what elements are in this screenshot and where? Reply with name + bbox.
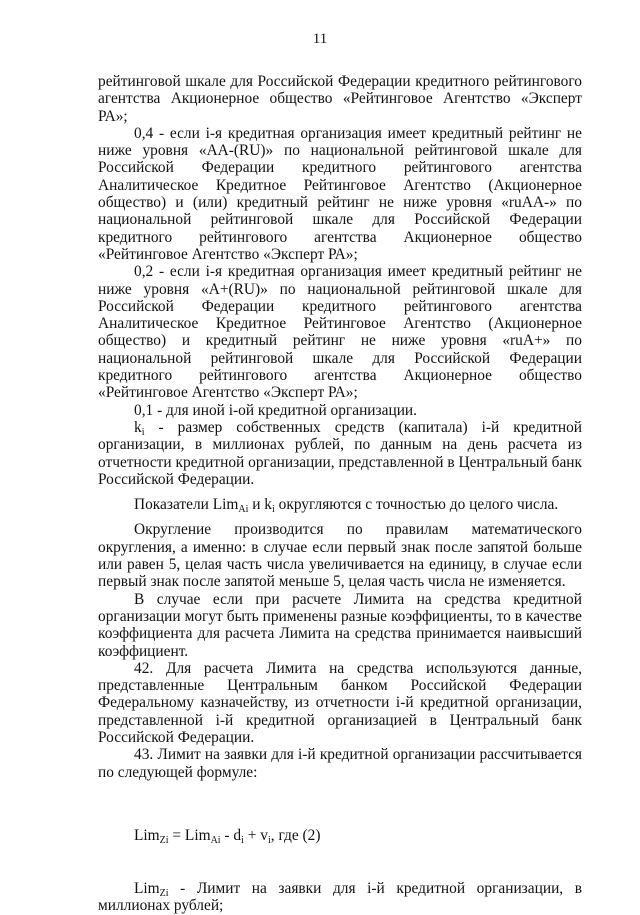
ki-definition-text: - размер собственных средств (капитала) i-й кредитной организации, в миллионах рублей, по данным на день расчета из отчетности кредитной организации, представленной в Центральный банк Российской Федерации.	[98, 418, 582, 488]
page-number: 11	[312, 31, 328, 47]
formula-plus: + v	[243, 826, 268, 844]
rounding-prefix: Показатели Lim	[134, 496, 239, 514]
paragraph-rating-scale-end: рейтинговой шкале для Российской Федерации кредитного рейтингового агентства Акционерное общество «Рейтинговое Агентство «Эксперт РА»;	[98, 73, 582, 125]
formula-minus: - d	[220, 826, 242, 844]
paragraph-item-42: 42. Для расчета Лимита на средства используются данные, представленные Центральным банком Российской Федерации Федеральному казначейству, из отчетности i-й кредитной организации, представленной i-й кредитной организацией в Центральный банк Российской Федерации.	[98, 659, 582, 746]
rounding-sub-i: i	[272, 504, 275, 516]
paragraph-coefficient-0-2: 0,2 - если i-я кредитная организация имеет кредитный рейтинг не ниже уровня «A+(RU)» по национальной рейтинговой шкале для Российской Федерации кредитного рейтингового агентства Аналитическое Кредитное Рейтинговое Агентство (Акционерное общество) и кредитный рейтинг не ниже уровня «ruA+» по национальной рейтинговой шкале для Российской Федерации кредитного рейтингового агентства Акционерное общество «Рейтинговое Агентство «Эксперт РА»;	[98, 263, 582, 402]
document-body	[98, 73, 582, 915]
rounding-sub-ai: Ai	[238, 504, 249, 516]
formula-tail: , где (2)	[270, 826, 321, 844]
formula-plus-sub: i	[267, 834, 271, 846]
formula-lhs-sub: Zi	[159, 834, 169, 846]
formula-limit-on-requests	[134, 827, 582, 844]
ki-symbol: k	[134, 418, 142, 436]
formula-minus-sub: i	[241, 834, 244, 846]
formula-eq-sub: Ai	[210, 834, 221, 846]
limz-symbol: Lim	[134, 880, 160, 898]
paragraph-rounding-precision	[98, 496, 582, 516]
paragraph-limz-definition	[98, 880, 582, 915]
limz-subscript: Zi	[159, 888, 169, 900]
formula-eq: = Lim	[168, 826, 211, 844]
paragraph-multiple-coefficients: В случае если при расчете Лимита на средства кредитной организации могут быть применены разные коэффициенты, то в качестве коэффициента для расчета Лимита на средства принимается наивысший коэффициент.	[98, 590, 582, 660]
limz-definition-text: - Лимит на заявки для i-й кредитной организации, в миллионах рублей;	[98, 880, 582, 915]
paragraph-coefficient-0-1: 0,1 - для иной i-ой кредитной организации.	[134, 401, 418, 419]
rounding-suffix: округляются с точностью до целого числа.	[274, 496, 559, 514]
formula-lhs: Lim	[134, 826, 160, 844]
paragraph-rounding-rules: Округление производится по правилам математического округления, а именно: в случае если первый знак после запятой больше или равен 5, целая часть числа увеличивается на единицу, в случае если первый знак после запятой меньше 5, целая часть числа не изменяется.	[98, 521, 582, 591]
ki-subscript: i	[141, 426, 145, 438]
paragraph-coefficient-0-4: 0,4 - если i-я кредитная организация имеет кредитный рейтинг не ниже уровня «AA-(RU)» по национальной рейтинговой шкале для Российской Федерации кредитного рейтингового агентства Аналитическое Кредитное Рейтинговое Агентство (Акционерное общество) и (или) кредитный рейтинг не ниже уровня «ruAA-» по национальной рейтинговой шкале для Российской Федерации кредитного рейтингового агентства Акционерное общество «Рейтинговое Агентство «Эксперт РА»;	[98, 124, 582, 263]
paragraph-item-43: 43. Лимит на заявки для i-й кредитной организации рассчитывается по следующей формуле:	[98, 746, 582, 781]
rounding-mid: и k	[248, 496, 273, 514]
paragraph-ki-definition	[98, 419, 582, 488]
